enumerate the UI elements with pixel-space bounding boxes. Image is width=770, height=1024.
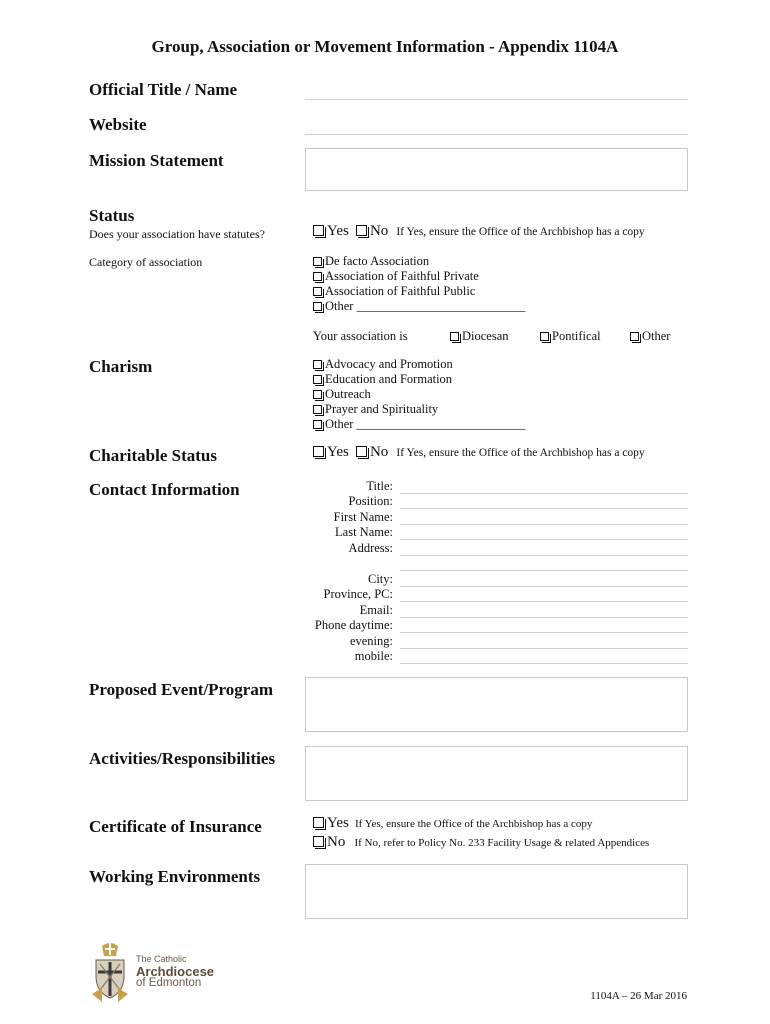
contact-title-label: Title: — [366, 479, 393, 493]
contact-email-label: Email: — [359, 603, 393, 617]
contact-email-field[interactable] — [400, 617, 688, 618]
contact-position-field[interactable] — [400, 508, 688, 509]
statutes-no-checkbox[interactable] — [356, 225, 367, 236]
insurance-yes-label: Yes — [327, 815, 349, 831]
charitable-no-label: No — [369, 444, 389, 460]
contact-firstname-label: First Name: — [333, 510, 393, 524]
category-checkbox[interactable] — [313, 257, 322, 266]
category-option-label: Association of Faithful Public — [325, 284, 476, 298]
logo-line2: Archdiocese — [136, 964, 215, 979]
association-pontifical[interactable] — [540, 329, 601, 344]
statutes-question: Does your association have statutes? — [89, 227, 265, 241]
official-title-field[interactable] — [305, 99, 688, 100]
website-label: Website — [89, 115, 147, 134]
contact-position-label: Position: — [348, 494, 393, 508]
statutes-yes-label: Yes — [327, 223, 349, 239]
other-label: Other — [642, 329, 671, 343]
charism-option-label: Outreach — [325, 387, 371, 401]
charism-option-1[interactable] — [313, 372, 452, 387]
category-option-2[interactable] — [313, 284, 475, 299]
diocesan-checkbox[interactable] — [450, 332, 459, 341]
category-option-label: Other ___________________________ — [325, 299, 526, 313]
category-checkbox[interactable] — [313, 272, 322, 281]
insurance-no-note: If No, refer to Policy No. 233 Facility Usage & related Appendices — [354, 837, 650, 849]
contact-mobile-label: mobile: — [354, 649, 393, 663]
charism-checkbox[interactable] — [313, 390, 322, 399]
charitable-no-checkbox[interactable] — [356, 446, 367, 457]
association-other[interactable] — [630, 329, 670, 344]
insurance-yes-checkbox[interactable] — [313, 817, 324, 828]
category-checkbox[interactable] — [313, 302, 322, 311]
official-title-label: Official Title / Name — [89, 80, 238, 99]
activities-label: Activities/Responsibilities — [89, 749, 276, 768]
contact-lastname-field[interactable] — [400, 539, 688, 540]
footer-code: 1104A – 26 Mar 2016 — [590, 990, 687, 1002]
working-env-field[interactable] — [305, 864, 688, 919]
insurance-yes-note: If Yes, ensure the Office of the Archbishop has a copy — [354, 818, 593, 830]
association-diocesan[interactable] — [450, 329, 509, 344]
statutes-yes-checkbox[interactable] — [313, 225, 324, 236]
contact-phone-field[interactable] — [400, 632, 688, 633]
category-label: Category of association — [89, 255, 203, 269]
charitable-status-label: Charitable Status — [89, 446, 217, 465]
statutes-no-label: No — [369, 223, 389, 239]
contact-address2-field[interactable] — [400, 570, 688, 571]
charism-checkbox[interactable] — [313, 420, 322, 429]
charitable-yes-checkbox[interactable] — [313, 446, 324, 457]
website-field[interactable] — [305, 134, 688, 135]
statutes-note: If Yes, ensure the Office of the Archbishop has a copy — [396, 226, 645, 238]
contact-address-field[interactable] — [400, 555, 688, 556]
insurance-no-label: No — [327, 834, 346, 850]
charism-option-2[interactable] — [313, 387, 371, 402]
charism-option-4[interactable] — [313, 417, 525, 432]
charism-option-label: Education and Formation — [325, 372, 453, 386]
category-checkbox[interactable] — [313, 287, 322, 296]
logo-line3: of Edmonton — [136, 977, 202, 989]
contact-city-field[interactable] — [400, 586, 688, 587]
mission-field[interactable] — [305, 148, 688, 191]
contact-province-label: Province, PC: — [323, 587, 393, 601]
charism-option-label: Other ___________________________ — [325, 417, 526, 431]
charism-option-0[interactable] — [313, 357, 453, 372]
association-is-label: Your association is — [313, 329, 408, 343]
contact-province-field[interactable] — [400, 601, 688, 602]
category-option-3[interactable] — [313, 299, 525, 314]
insurance-yes-row — [313, 815, 592, 832]
proposed-event-field[interactable] — [305, 677, 688, 732]
pontifical-checkbox[interactable] — [540, 332, 549, 341]
contact-info-label: Contact Information — [89, 480, 240, 499]
status-label: Status — [89, 206, 135, 225]
charitable-yes-label: Yes — [327, 444, 349, 460]
category-option-label: Association of Faithful Private — [325, 269, 479, 283]
charitable-options — [313, 444, 645, 461]
logo-line1: The Catholic — [136, 954, 187, 964]
charism-label: Charism — [89, 357, 153, 376]
contact-title-field[interactable] — [400, 493, 688, 494]
insurance-no-checkbox[interactable] — [313, 836, 324, 847]
insurance-no-row — [313, 834, 649, 851]
archdiocese-crest-icon — [88, 942, 132, 1004]
contact-evening-label: evening: — [349, 634, 393, 648]
statutes-options — [313, 223, 645, 240]
charism-option-label: Prayer and Spirituality — [325, 402, 439, 416]
category-option-0[interactable] — [313, 254, 429, 269]
charism-checkbox[interactable] — [313, 375, 322, 384]
contact-address-label: Address: — [348, 541, 393, 555]
pontifical-label: Pontifical — [552, 329, 601, 343]
activities-field[interactable] — [305, 746, 688, 801]
diocesan-label: Diocesan — [462, 329, 509, 343]
category-option-label: De facto Association — [325, 254, 430, 268]
contact-mobile-field[interactable] — [400, 663, 688, 664]
contact-phone-label: Phone daytime: — [314, 618, 393, 632]
insurance-label: Certificate of Insurance — [89, 817, 262, 836]
contact-evening-field[interactable] — [400, 648, 688, 649]
contact-city-label: City: — [367, 572, 393, 586]
charism-checkbox[interactable] — [313, 360, 322, 369]
category-option-1[interactable] — [313, 269, 479, 284]
working-env-label: Working Environments — [89, 867, 261, 886]
page-title: Group, Association or Movement Information - Appendix 1104A — [151, 37, 619, 56]
contact-lastname-label: Last Name: — [335, 525, 393, 539]
mission-label: Mission Statement — [89, 151, 224, 170]
other-checkbox[interactable] — [630, 332, 639, 341]
charitable-note: If Yes, ensure the Office of the Archbishop has a copy — [396, 447, 645, 459]
charism-option-3[interactable] — [313, 402, 438, 417]
charism-checkbox[interactable] — [313, 405, 322, 414]
proposed-event-label: Proposed Event/Program — [89, 680, 273, 699]
charism-option-label: Advocacy and Promotion — [325, 357, 453, 371]
contact-firstname-field[interactable] — [400, 524, 688, 525]
